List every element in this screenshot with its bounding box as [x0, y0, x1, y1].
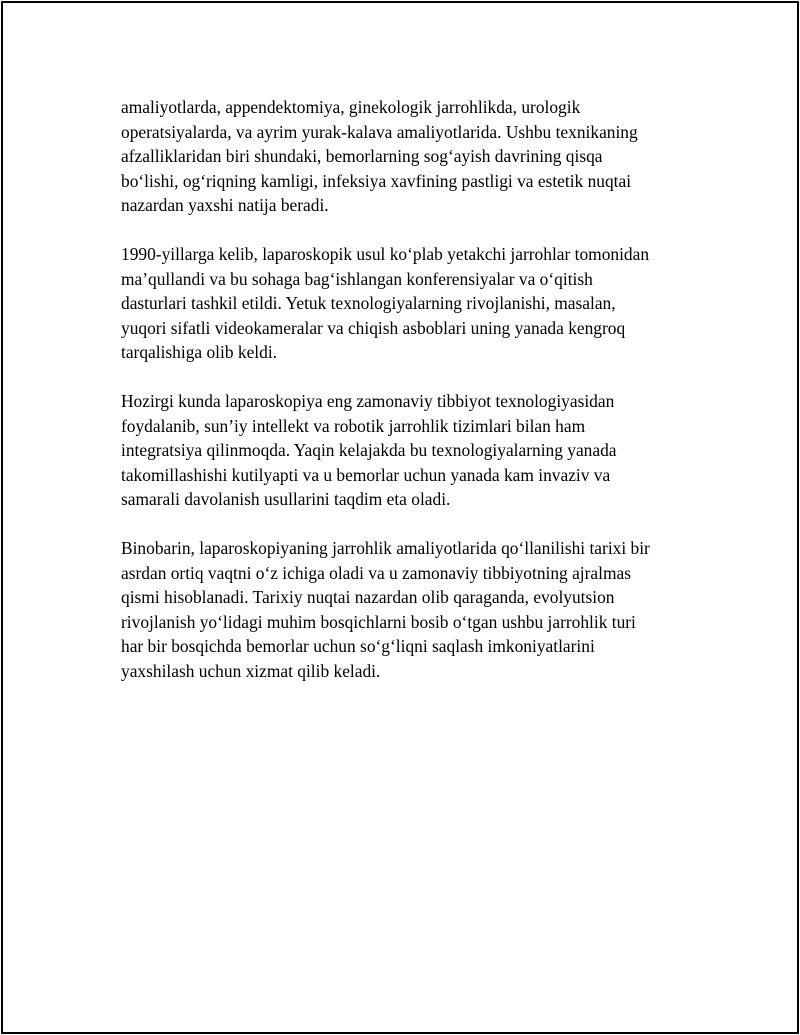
text-line: dasturlari tashkil etildi. Yetuk texnologiyalarning rivojlanishi, masalan, — [121, 293, 616, 313]
paragraph-2 — [121, 242, 701, 365]
paragraph-4 — [121, 536, 701, 683]
text-line: qismi hisoblanadi. Tarixiy nuqtai nazardan olib qaraganda, evolyutsion — [121, 587, 615, 607]
text-line: har bir bosqichda bemorlar uchun so‘g‘liqni saqlash imkoniyatlarini — [121, 636, 595, 656]
text-line: afzalliklaridan biri shundaki, bemorlarning sog‘ayish davrining qisqa — [121, 146, 603, 166]
text-line: rivojlanish yo‘lidagi muhim bosqichlarni bosib o‘tgan ushbu jarrohlik turi — [121, 611, 636, 632]
text-line: foydalanib, sun’iy intellekt va robotik jarrohlik tizimlari bilan ham — [121, 415, 586, 436]
paragraph-3 — [121, 389, 701, 512]
text-line: 1990-yillarga kelib, laparoskopik usul ko‘plab yetakchi jarrohlar tomonidan — [121, 244, 650, 264]
document-body — [121, 95, 701, 708]
text-line: integratsiya qilinmoqda. Yaqin kelajakda bu texnologiyalarning yanada — [121, 440, 617, 460]
text-line: takomillashishi kutilyapti va u bemorlar uchun yanada kam invaziv va — [121, 464, 611, 485]
text-line: yuqori sifatli videokameralar va chiqish asboblari uning yanada kengroq — [121, 317, 626, 338]
text-line: Hozirgi kunda laparoskopiya eng zamonaviy tibbiyot texnologiyasidan — [121, 391, 615, 411]
text-line: operatsiyalarda, va ayrim yurak-kalava amaliyotlarida. Ushbu texnikaning — [121, 121, 638, 142]
text-line: yaxshilash uchun xizmat qilib keladi. — [121, 660, 381, 681]
text-line: ma’qullandi va bu sohaga bag‘ishlangan konferensiyalar va o‘qitish — [121, 268, 593, 289]
text-line: bo‘lishi, og‘riqning kamligi, infeksiya xavfining pastligi va estetik nuqtai — [121, 170, 632, 191]
text-line: tarqalishiga olib keldi. — [121, 342, 277, 362]
text-line: nazardan yaxshi natija beradi. — [121, 195, 329, 215]
paragraph-1 — [121, 95, 701, 218]
text-line: Binobarin, laparoskopiyaning jarrohlik amaliyotlarida qo‘llanilishi tarixi bir — [121, 538, 650, 558]
text-line: samarali davolanish usullarini taqdim eta oladi. — [121, 489, 451, 509]
page-border — [1, 1, 799, 1034]
text-line: asrdan ortiq vaqtni o‘z ichiga oladi va u zamonaviy tibbiyotning ajralmas — [121, 562, 631, 583]
text-line: amaliyotlarda, appendektomiya, ginekologik jarrohlikda, urologik — [121, 97, 581, 117]
